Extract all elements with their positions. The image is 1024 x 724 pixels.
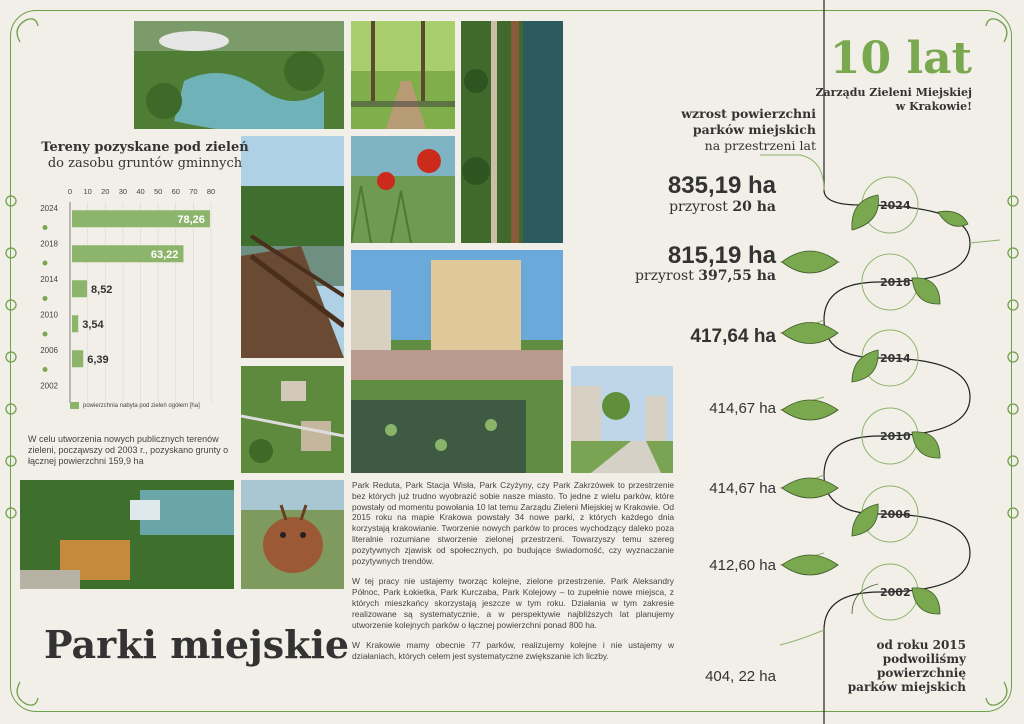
category-label: 2024 bbox=[40, 204, 58, 213]
chart-legend bbox=[70, 402, 200, 409]
footer-note-line1: od roku 2015 bbox=[876, 638, 966, 652]
year-label-2014: 2014 bbox=[880, 352, 911, 365]
x-tick-label: 10 bbox=[83, 187, 92, 196]
header-subtitle-line2: w Krakowie! bbox=[895, 100, 972, 113]
bar-value-label: 63,22 bbox=[150, 248, 179, 261]
article-body bbox=[352, 480, 674, 672]
article-paragraph-1: Park Reduta, Park Stacja Wisła, Park Czyżyny, czy Park Zakrzówek to przestrzenie bez których już trudno wyobrazić sobie nasze miasto. To jedne z wielu parków, które powstały od momentu powołania 10 lat temu Zarządu Zieleni Miejskiej w Krakowie. Od 2015 roku na mapie Krakowa powstały 34 nowe parki, z których każdego dnia korzystają krakowianie. Tworzenie nowych parków to proces wychodzący daleko poza literalnie rozumiane stworzenie zielonej przestrzeni. Towarzyszy temu szereg pozytywnych zjawisk od społecznych, po budujące świadomość, czy wyznaczanie pozytywnych trendów. bbox=[352, 480, 674, 566]
photo-aerial-river-path bbox=[461, 21, 563, 243]
year-label-2006: 2006 bbox=[880, 508, 911, 521]
photo-capybara-sculpture bbox=[241, 480, 344, 589]
x-tick-label: 30 bbox=[118, 187, 128, 196]
leaf-icon bbox=[912, 278, 940, 304]
photo-wooden-boardwalk bbox=[241, 136, 344, 358]
axis-marker bbox=[43, 332, 48, 337]
footer-note-line2: podwoiliśmy bbox=[882, 652, 966, 666]
category-label: 2018 bbox=[40, 239, 58, 249]
photo-poppy-flowers bbox=[351, 136, 455, 243]
growth-2024-label: przyrost bbox=[669, 199, 728, 215]
leaf-icon bbox=[852, 350, 878, 382]
growth-2018-label: przyrost bbox=[634, 268, 694, 284]
leaf-icon bbox=[938, 211, 968, 226]
photo-aerial-playground bbox=[241, 366, 344, 473]
leaf-icon bbox=[782, 400, 838, 420]
photo-aerial-park-stadium bbox=[134, 21, 344, 129]
footer-note bbox=[848, 638, 966, 694]
growth-heading-line3: na przestrzeni lat bbox=[704, 138, 816, 153]
growth-heading-line1: wzrost powierzchni bbox=[681, 106, 816, 121]
page-title: Parki miejskie bbox=[44, 622, 350, 667]
bar-chart bbox=[28, 182, 238, 412]
area-value-start: 404, 22 ha bbox=[705, 668, 776, 685]
area-value-2014: 417,64 ha bbox=[690, 326, 776, 347]
x-tick-label: 70 bbox=[189, 187, 198, 196]
area-value-2018: 815,19 ha bbox=[667, 242, 776, 269]
growth-2024 bbox=[669, 199, 776, 215]
bar-value-label: 78,26 bbox=[177, 213, 205, 226]
photo-aerial-pool-pavilion bbox=[20, 480, 234, 589]
year-label-2002: 2002 bbox=[880, 586, 911, 599]
x-tick-label: 60 bbox=[171, 187, 180, 196]
bar bbox=[72, 315, 78, 332]
header-subtitle bbox=[815, 86, 972, 114]
leaf-icon bbox=[852, 504, 878, 536]
axis-marker bbox=[43, 296, 48, 301]
area-value-2002: 412,60 ha bbox=[709, 557, 776, 574]
growth-2018-value: 397,55 ha bbox=[698, 268, 776, 284]
bar-value-label: 6,39 bbox=[87, 353, 109, 366]
growth-heading-line2: parków miejskich bbox=[692, 122, 816, 137]
photo-residential-path bbox=[571, 366, 673, 473]
header-subtitle-line1: Zarządu Zieleni Miejskiej bbox=[815, 86, 972, 99]
leaf-icon bbox=[912, 432, 940, 458]
leaf-icon bbox=[782, 251, 838, 273]
chart-title-line2: do zasobu gruntów gminnych bbox=[47, 156, 243, 171]
area-value-2010: 414,67 ha bbox=[709, 400, 776, 417]
area-value-2024: 835,19 ha bbox=[667, 172, 776, 199]
footer-note-line4: parków miejskich bbox=[847, 680, 966, 694]
ten-years-headline: 10 lat bbox=[829, 33, 972, 84]
category-label: 2006 bbox=[40, 346, 58, 355]
bar-value-label: 3,54 bbox=[82, 318, 104, 331]
year-label-2010: 2010 bbox=[880, 430, 911, 443]
year-label-2024: 2024 bbox=[880, 199, 911, 212]
area-value-2006: 414,67 ha bbox=[709, 480, 776, 497]
legend-label: powierzchnia nabyta pod zieleń ogółem [ha] bbox=[83, 403, 200, 410]
growth-2024-value: 20 ha bbox=[732, 199, 776, 215]
bar bbox=[72, 280, 87, 297]
article-paragraph-2: W tej pracy nie ustajemy tworząc kolejne, zielone przestrzenie. Park Aleksandry Północ, Park Łokietka, Park Kurczaba, Park Kolejowy – to zupełnie nowe miejsca, z których mieszkańcy skorzystają jeszcze w tym roku. Działania w tym zakresie realizowane są systematycznie, a w perspektywie najbliższych lat planujemy utworzenie kolejnych parków o łącznej powierzchni ponad 800 ha. bbox=[352, 576, 674, 630]
legend-swatch bbox=[70, 402, 79, 409]
axis-marker bbox=[43, 261, 48, 266]
year-label-2018: 2018 bbox=[880, 276, 911, 289]
leaf-icon bbox=[852, 195, 879, 230]
bar bbox=[72, 350, 83, 367]
axis-marker bbox=[43, 367, 48, 372]
leaf-icon bbox=[782, 555, 838, 575]
category-label: 2002 bbox=[40, 381, 58, 391]
axis-marker bbox=[43, 225, 48, 230]
chart-title bbox=[40, 140, 250, 172]
x-tick-label: 40 bbox=[136, 187, 145, 196]
x-tick-label: 20 bbox=[101, 187, 110, 196]
category-label: 2014 bbox=[40, 275, 58, 284]
bar-value-label: 8,52 bbox=[91, 283, 113, 296]
photo-pond-with-buildings bbox=[351, 250, 563, 473]
photo-forest-path bbox=[351, 21, 455, 129]
intro-text: W celu utworzenia nowych publicznych terenów zieleni, począwszy od 2003 r., pozyskano grunty o łącznej powierzchni 159,9 ha bbox=[28, 434, 229, 466]
x-tick-label: 0 bbox=[67, 187, 73, 196]
growth-2018 bbox=[635, 268, 776, 284]
x-tick-label: 50 bbox=[153, 187, 163, 196]
leaf-icon bbox=[912, 588, 940, 614]
category-label: 2010 bbox=[40, 310, 58, 320]
footer-note-line3: powierzchnię bbox=[876, 666, 966, 680]
article-paragraph-3: W Krakowie mamy obecnie 77 parków, realizujemy kolejne i nie ustajemy w działaniach, których celem jest systematyczne zwiększanie ich liczby. bbox=[352, 640, 674, 662]
growth-heading bbox=[681, 106, 816, 154]
x-tick-label: 80 bbox=[206, 187, 216, 196]
chart-title-line1: Tereny pozyskane pod zieleń bbox=[41, 140, 249, 155]
